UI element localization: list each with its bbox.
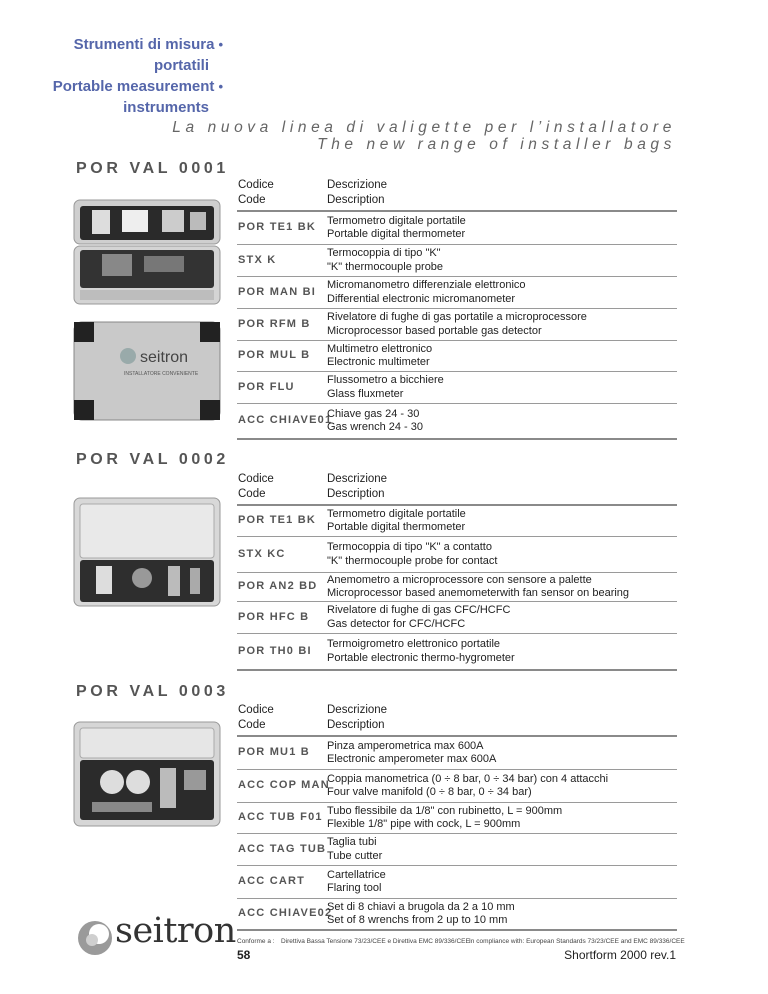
edition-label: Shortform 2000 rev.1 [564,948,676,962]
product-code: STX KC [238,547,286,560]
product-code: STX K [238,253,277,266]
desc-en: Differential electronic micromanometer [327,292,516,305]
desc-it: Tubo flessibile da 1/8" con rubinetto, L = 900mm [327,804,563,817]
table-row [237,899,677,931]
heading-line-2: portatili [154,57,209,74]
subtitle-italian: La nuova linea di valigette per l’installatore [172,119,676,136]
header-desc-it: Descrizione [327,473,388,485]
header-code-en: Code [238,488,266,500]
product-code: POR HFC B [238,610,310,623]
desc-en: "K" thermocouple probe for contact [327,554,498,567]
table-row [237,803,677,834]
product-photo-case-3 [72,720,222,830]
section-title: POR VAL 0003 [76,683,229,700]
desc-it: Chiave gas 24 - 30 [327,407,420,420]
desc-en: "K" thermocouple probe [327,260,444,273]
section-title: POR VAL 0001 [76,160,229,177]
table-row [237,602,677,634]
header-code-it: Codice [238,704,274,716]
desc-it: Termometro digitale portatile [327,507,466,520]
desc-it: Termocoppia di tipo "K" a contatto [327,541,492,553]
product-photo-case-2 [72,496,222,610]
table-row [237,537,677,573]
table-row [237,834,677,866]
desc-it: Rivelatore di fughe di gas portatile a microprocessore [327,311,587,323]
desc-en: Portable electronic thermo-hygrometer [327,651,515,664]
desc-en: Electronic amperometer max 600A [327,753,497,765]
product-code: POR MUL B [238,349,311,362]
heading-line-1: Strumenti di misura [73,36,215,53]
desc-en: Portable digital thermometer [327,521,466,533]
product-table-3 [237,703,677,931]
logo-wordmark: seitron [115,911,236,951]
desc-en: Microprocessor based portable gas detector [327,324,542,337]
case-brand-subtext: INSTALLATORE CONVENIENTE [124,371,199,377]
table-row [237,573,677,602]
table-row [237,245,677,277]
product-code: ACC CART [238,875,306,888]
product-photo-case-open [72,198,222,308]
header-code-en: Code [238,194,266,206]
desc-it: Flussometro a bicchiere [327,374,444,386]
desc-it: Micromanometro differenziale elettronico [327,279,526,291]
heading-line-3: Portable measurement [52,78,215,95]
desc-it: Termocoppia di tipo "K" [327,247,441,259]
product-code: POR TE1 BK [238,221,317,234]
table-header [237,472,677,506]
header-desc-en: Description [327,719,385,731]
desc-it: Pinza amperometrica max 600A [327,739,484,752]
heading-line-4: instruments [123,99,209,116]
desc-it: Taglia tubi [327,836,377,848]
header-desc-it: Descrizione [327,704,388,716]
header-desc-en: Description [327,488,385,500]
bullet-dot-icon: • [218,79,223,94]
product-code: POR FLU [238,380,295,393]
product-table-1 [237,178,677,440]
desc-it: Rivelatore di fughe di gas CFC/HCFC [327,604,511,616]
desc-en: Microprocessor based anemometerwith fan sensor on bearing [327,587,630,599]
table-row [237,372,677,404]
product-code: POR AN2 BD [238,580,318,593]
table-row [237,309,677,341]
product-code: POR TE1 BK [238,514,317,527]
table-row [237,770,677,803]
seitron-logo-icon [75,918,115,958]
product-photo-case-closed [72,318,222,424]
table-row [237,404,677,440]
category-heading [0,34,223,118]
desc-en: Four valve manifold (0 ÷ 8 bar, 0 ÷ 34 bar) [327,786,532,798]
footer-compliance: In compliance with: European Standards 73/23/CEE and EMC 89/336/CEE [469,938,685,945]
case-brand-text: seitron [140,349,189,366]
product-code: POR TH0 BI [238,644,312,657]
bullet-dot-icon: • [218,37,223,52]
product-code: POR MAN BI [238,285,316,298]
header-desc-it: Descrizione [327,179,388,191]
table-row [237,506,677,537]
desc-en: Gas wrench 24 - 30 [327,421,423,433]
product-code: ACC COP MAN [238,779,330,792]
table-row [237,737,677,770]
desc-it: Coppia manometrica (0 ÷ 8 bar, 0 ÷ 34 bar) con 4 attacchi [327,772,609,785]
table-row [237,866,677,899]
table-row [237,277,677,309]
desc-it: Termoigrometro elettronico portatile [327,638,501,650]
desc-it: Cartellatrice [327,868,386,881]
desc-en: Flexible 1/8" pipe with cock, L = 900mm [327,818,521,830]
header-code-it: Codice [238,179,274,191]
desc-it: Termometro digitale portatile [327,214,466,227]
desc-it: Anemometro a microprocessore con sensore a palette [327,573,592,586]
desc-en: Set of 8 wrenchs from 2 up to 10 mm [327,914,508,926]
footer-conforme: Conforme a : [237,938,275,945]
table-row [237,634,677,671]
page-number: 58 [237,948,251,962]
product-table-2 [237,472,677,671]
desc-en: Portable digital thermometer [327,228,466,240]
desc-en: Tube cutter [327,849,383,862]
desc-it: Set di 8 chiavi a brugola da 2 a 10 mm [327,900,515,913]
header-code-it: Codice [238,473,274,485]
table-row [237,341,677,372]
subtitle-english: The new range of installer bags [317,136,676,153]
product-code: ACC TUB F01 [238,811,323,824]
product-code: ACC TAG TUB [238,842,327,855]
footer-direttiva: Direttiva Bassa Tensione 73/23/CEE e Direttiva EMC 89/336/CEE [281,938,470,945]
desc-en: Glass fluxmeter [327,387,404,400]
seitron-logo [75,911,236,963]
desc-en: Gas detector for CFC/HCFC [327,617,466,630]
desc-en: Electronic multimeter [327,356,430,368]
section-title: POR VAL 0002 [76,451,229,468]
desc-en: Flaring tool [327,882,382,894]
header-code-en: Code [238,719,266,731]
product-code: POR MU1 B [238,746,310,759]
desc-it: Multimetro elettronico [327,342,433,355]
table-header [237,703,677,737]
product-code: ACC CHIAVE02 [238,907,333,920]
table-header [237,178,677,212]
product-code: POR RFM B [238,317,311,330]
table-row [237,212,677,245]
header-desc-en: Description [327,194,385,206]
product-code: ACC CHIAVE01 [238,414,333,427]
